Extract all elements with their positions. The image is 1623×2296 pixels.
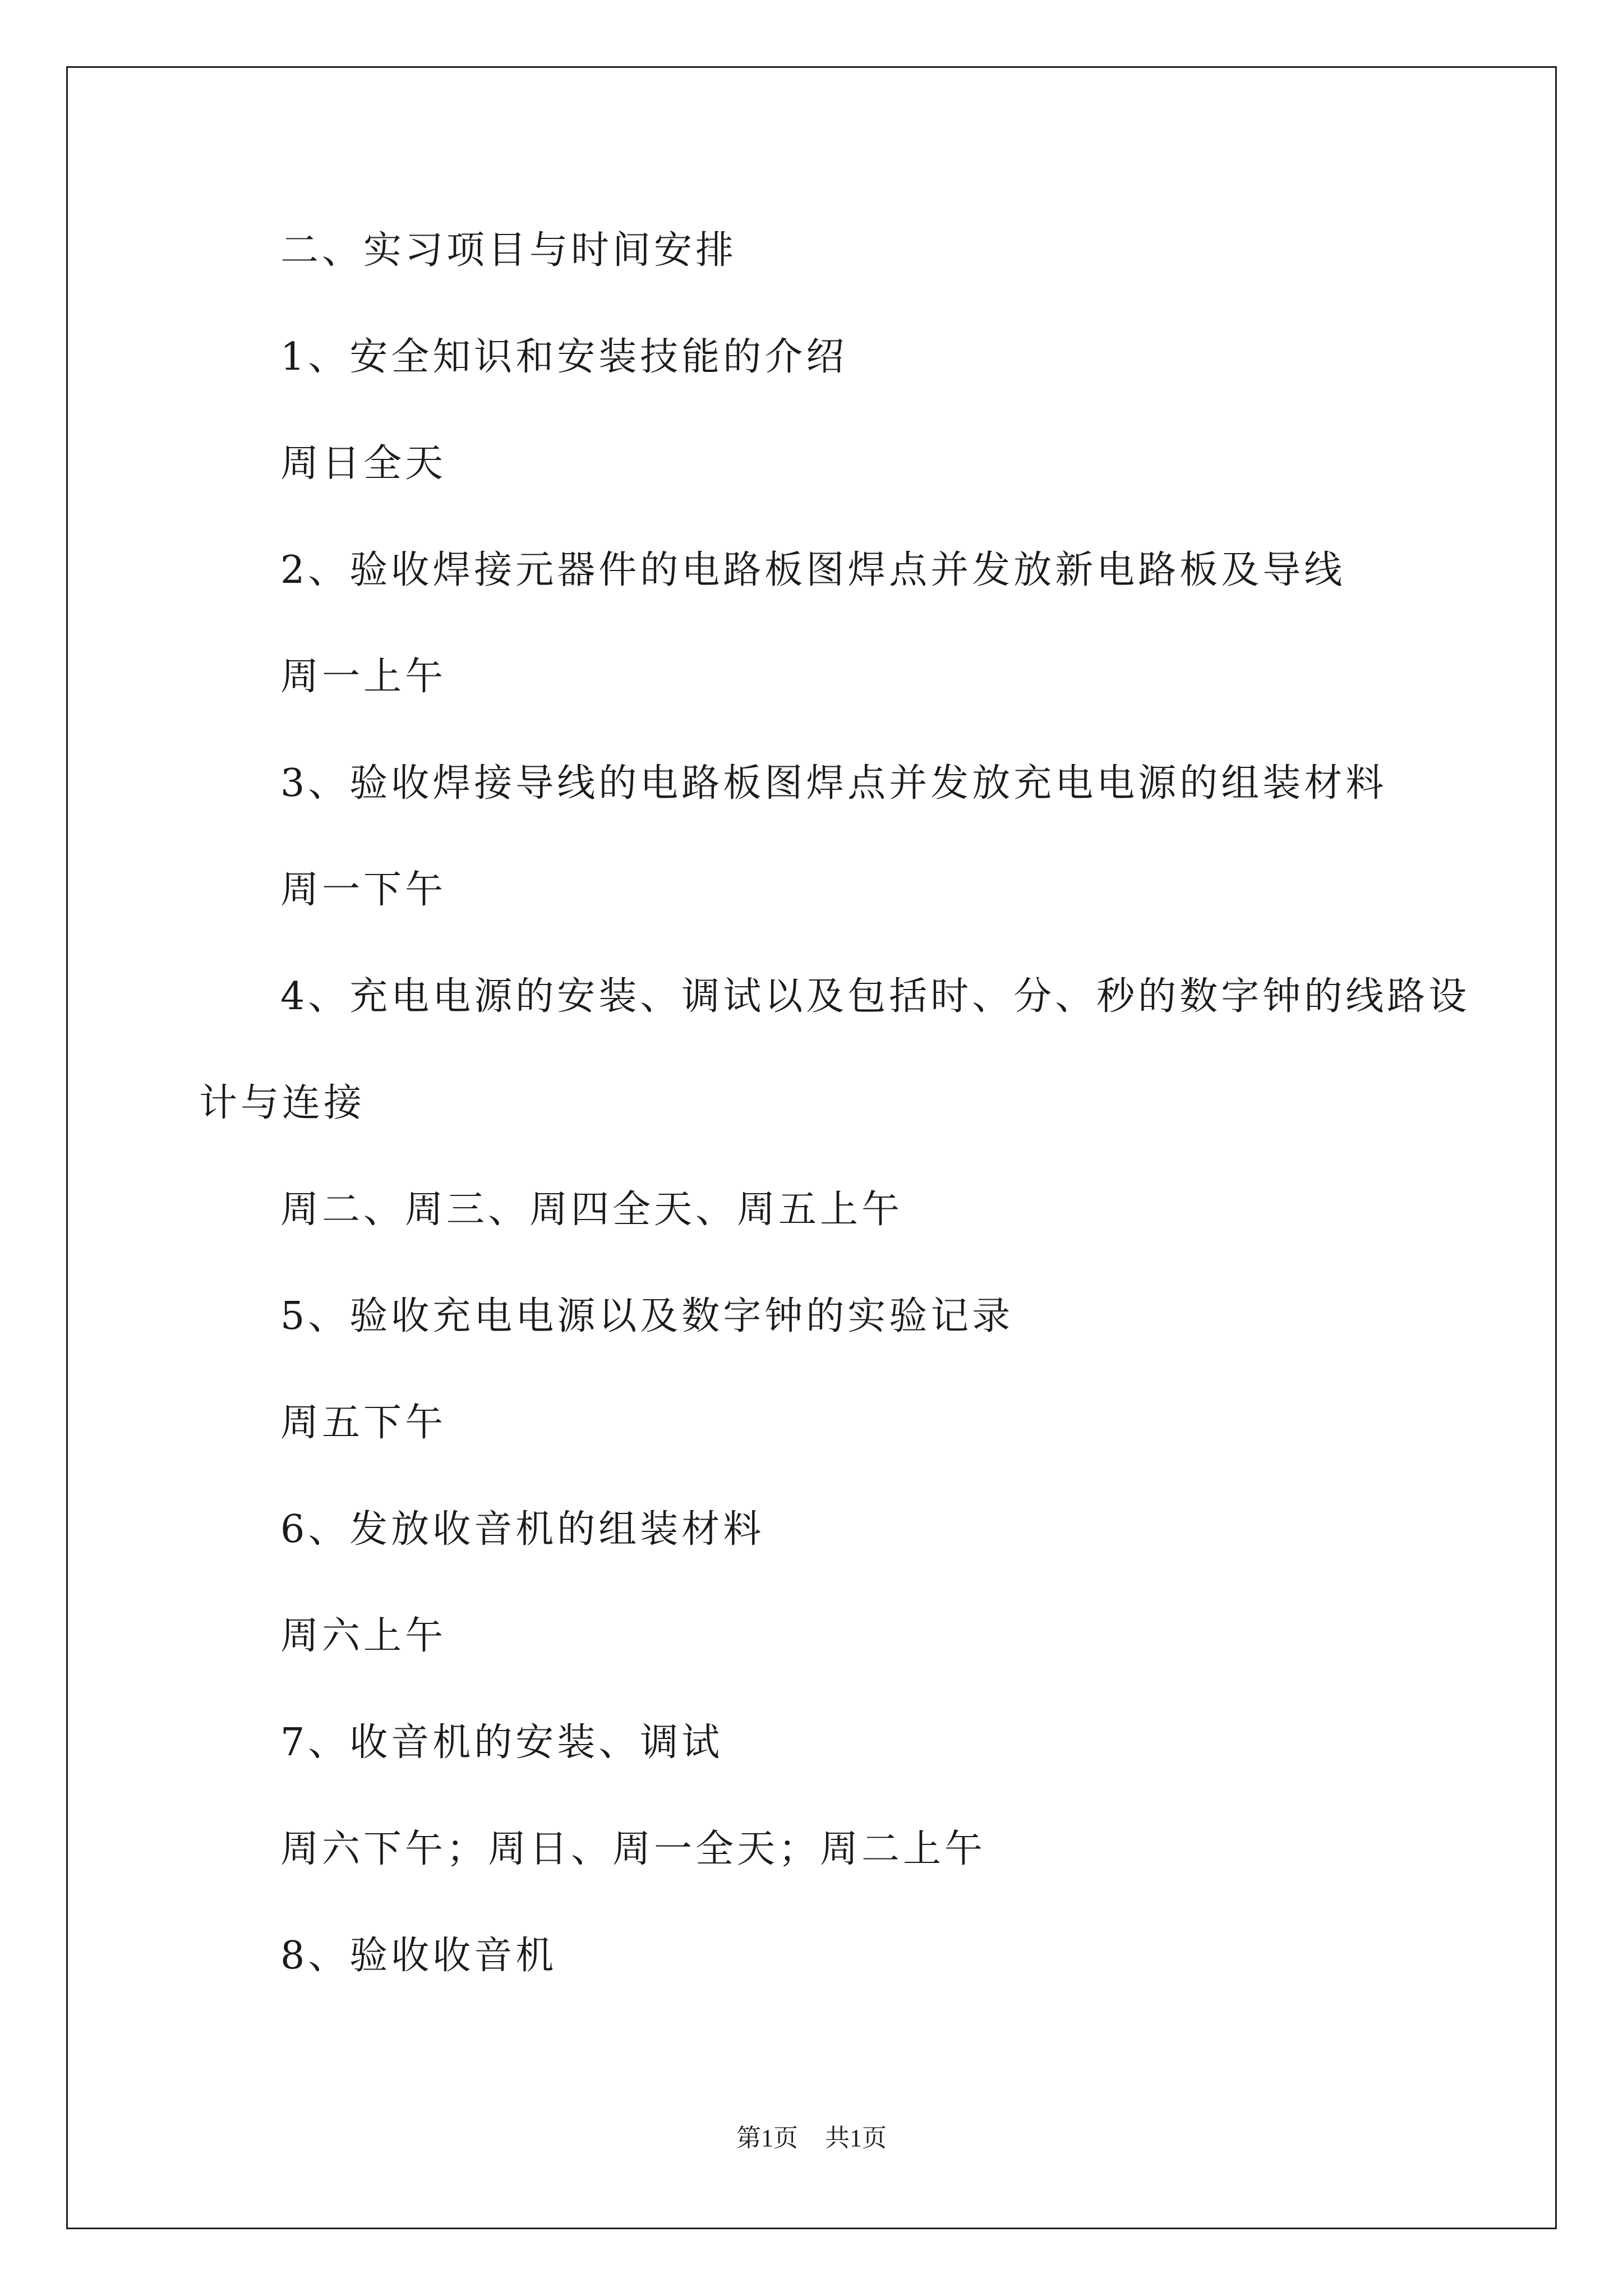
schedule-item-continuation: 计与连接 [199,1081,366,1125]
schedule-item: 3、验收焊接导线的电路板图焊点并发放充电电源的组装材料 [280,761,1387,806]
schedule-time: 周二、周三、周四全天、周五上午 [280,1188,903,1232]
page-number: 第1页 [736,2124,798,2152]
schedule-item: 2、验收焊接元器件的电路板图焊点并发放新电路板及导线 [280,548,1346,592]
section-heading: 二、实习项目与时间安排 [280,228,737,273]
schedule-item: 4、充电电源的安装、调试以及包括时、分、秒的数字钟的线路设 [280,974,1470,1019]
page-footer [0,2122,1623,2155]
schedule-time: 周一下午 [280,868,447,912]
schedule-item: 1、安全知识和安装技能的介绍 [280,335,848,379]
schedule-time: 周六下午；周日、周一全天；周二上午 [280,1827,986,1871]
schedule-item: 6、发放收音机的组装材料 [280,1507,765,1552]
schedule-item: 8、验收收音机 [280,1934,557,1978]
schedule-time: 周五下午 [280,1401,447,1445]
schedule-time: 周一上午 [280,655,447,699]
schedule-item: 5、验收充电电源以及数字钟的实验记录 [280,1294,1014,1338]
page-total: 共1页 [825,2124,887,2152]
schedule-item: 7、收音机的安装、调试 [280,1720,723,1765]
schedule-time: 周日全天 [280,441,447,486]
page-border [66,66,1557,2229]
schedule-time: 周六上午 [280,1614,447,1658]
